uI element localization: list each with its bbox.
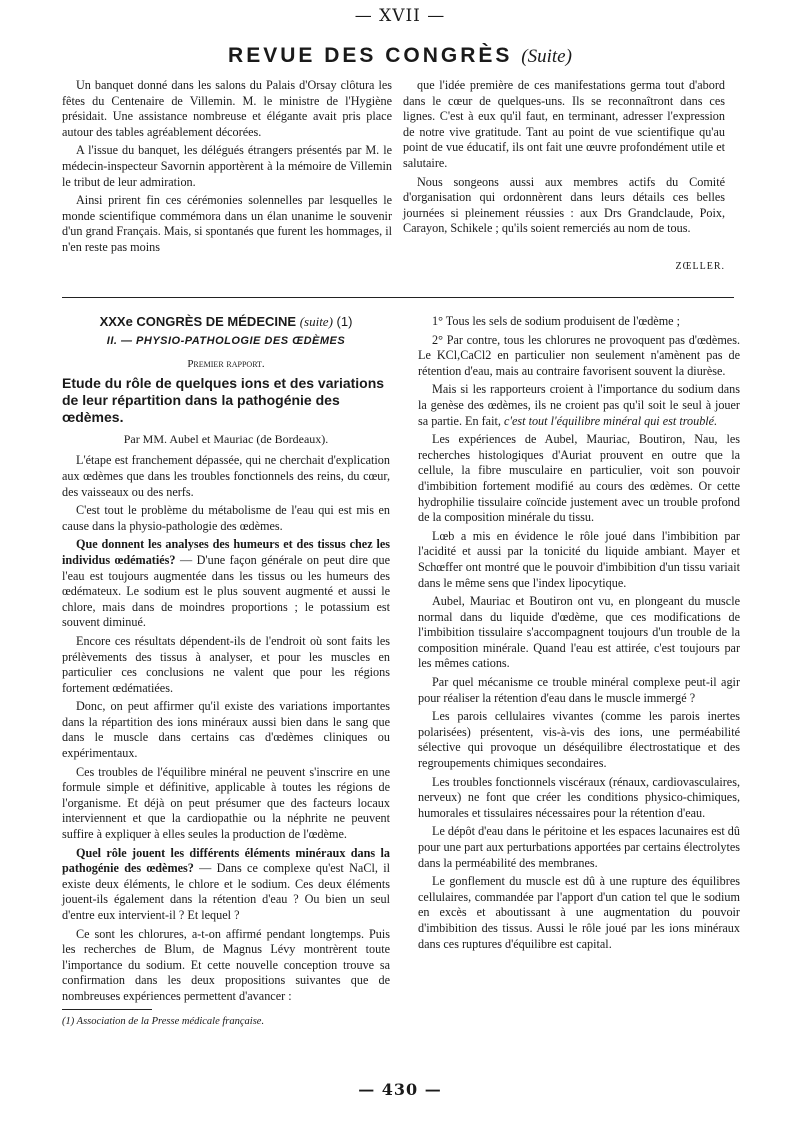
- header-suite: (Suite): [521, 46, 572, 67]
- header-title: REVUE DES CONGRÈS: [228, 44, 513, 67]
- paragraph: Le dépôt d'eau dans le péritoine et les espaces lacunaires est dû pour une part aux perturbations apportées par certains électrolytes dans la perméabilité des membranes.: [418, 824, 740, 870]
- footnote-divider: [62, 1009, 152, 1010]
- paragraph: Nous songeons aussi aux membres actifs du Comité d'organisation qui ordonnèrent dans leurs détails ces belles journées si pleinement réussies : aux Drs Grandclaude, Poix, Carayon, Schikele ; qu'ils soient remerciés au nom de tous.: [403, 174, 725, 236]
- session-subtitle: II. — PHYSIO-PATHOLOGIE DES ŒDÈMES: [106, 334, 346, 347]
- top-right-column: [403, 78, 725, 275]
- roman-page-number: — XVII —: [354, 6, 446, 26]
- footnote: (1) Association de la Presse médicale française.: [62, 1015, 265, 1027]
- lower-left-column: [62, 314, 390, 1032]
- author-signature: ZŒLLER.: [675, 260, 725, 272]
- paragraph: C'est tout le problème du métabolisme de l'eau qui est mis en cause dans la physio-pathologie des œdèmes.: [62, 503, 390, 533]
- paragraph: que l'idée première de ces manifestations germa tout d'abord dans le cœur de quelques-uns. Ils se reconnaîtront dans ces lignes. C'est à eux qu'il faut, en terminant, adresser l'expression de notre vive gratitude. Tant au point de vue scientifique qu'au point de vue éducatif, ils ont fait une œuvre profondément utile et salutaire.: [403, 78, 725, 170]
- paragraph: A l'issue du banquet, les délégués étrangers présentés par M. le médecin-inspecteur Savornin apportèrent à la mémoire de Villemin le tribut de leur admiration.: [62, 143, 392, 189]
- paragraph: Donc, on peut affirmer qu'il existe des variations importantes dans la répartition des ions minéraux aussi bien dans le sang que dans le muscle dans certains cas d'œdèmes cliniques ou expérimentaux.: [62, 699, 390, 761]
- paragraph: Ainsi prirent fin ces cérémonies solennelles par lesquelles le monde scientifique commémora dans un élan unanime le souvenir d'un grand Français. Mais, si spontanés que furent les hommages, il n'en reste pas moins: [62, 193, 392, 254]
- footnote-ref: (1): [336, 314, 353, 329]
- report-label: Premier rapport.: [187, 358, 265, 371]
- paragraph: L'étape est franchement dépassée, qui ne cherchait d'explication aux œdèmes que dans les troubles fonctionnels des reins, du cœur, des vaisseaux ou des nerfs.: [62, 453, 390, 499]
- page-number: — 430 —: [358, 1080, 442, 1099]
- paragraph: 2° Par contre, tous les chlorures ne provoquent pas d'œdèmes. Le KCl,CaCl2 en particulier non seulement n'amènent pas de rétention d'eau, mais au contraire favorisent souvent la diurèse.: [418, 332, 740, 378]
- paragraph: Un banquet donné dans les salons du Palais d'Orsay clôtura les fêtes du Centenaire de Villemin. M. le ministre de l'Hygiène présidait. Une assistance nombreuse et élégante avait pris place autour des tables agréablement décorées.: [62, 78, 392, 139]
- horizontal-divider: [62, 297, 734, 298]
- congress-title: XXXe CONGRÈS DE MÉDECINE (suite) (1): [99, 314, 353, 329]
- paragraph: Les expériences de Aubel, Mauriac, Boutiron, Nau, les recherches histologiques d'Auriat prouvent en outre que la cellule, la fibre musculaire en particulier, voit son pouvoir d'imbibition fortement modifié au cours des œdèmes. Or cette hydrophilie tissulaire coïncide justement avec un trouble profond de la composition minérale du tissu.: [418, 432, 740, 525]
- top-left-column: [62, 78, 392, 259]
- paragraph: Quel rôle jouent les différents éléments minéraux dans la pathogénie des œdèmes? — Dans ce complexe qu'est NaCl, il existe deux éléments, le chlore et le sodium. Ces deux éléments jouent-ils également dans la rétention d'eau ? Ou bien un seul d'entre eux intervient-il ? Et lequel ?: [62, 845, 390, 922]
- paragraph: Aubel, Mauriac et Boutiron ont vu, en plongeant du muscle normal dans du liquide d'œdème, que ces modifications de l'imbibition tissulaire s'accompagnent toujours d'un trouble de la composition minérale. Quand l'eau est attirée, c'est toujours par les mêmes cations.: [418, 594, 740, 671]
- study-title: Etude du rôle de quelques ions et des variations de leur répartition dans la pathogénie des œdèmes.: [62, 374, 385, 425]
- paragraph: Les troubles fonctionnels viscéraux (rénaux, cardiovasculaires, nerveux) ne font que créer les conditions physico-chimiques, humorales et tissulaires nécessaires pour la rétention d'eau.: [418, 774, 740, 820]
- paragraph: Le gonflement du muscle est dû à une rupture des équilibres cellulaires, commandée par l'apport d'un cation tel que le sodium en excès et aboutissant à une augmentation du pouvoir d'imbibition des tissus. Aussi le rôle joué par les ions minéraux dans ces ruptures d'équilibre est capital.: [418, 874, 740, 951]
- authors-line: Par MM. Aubel et Mauriac (de Bordeaux).: [123, 431, 329, 446]
- paragraph: Ce sont les chlorures, a-t-on affirmé pendant longtemps. Puis les recherches de Blum, de Magnus Lévy montrèrent toute l'importance du sodium. Et cette nouvelle conception trouve sa confirmation dans les deux propositions suivantes que de nombreuses expériences permettent d'avancer :: [62, 926, 390, 1003]
- paragraph: Que donnent les analyses des humeurs et des tissus chez les individus œdématiés? — D'une façon générale on peut dire que l'eau est toujours augmentée dans les tissus ou les humeurs des œdémateux. Le sodium est le plus souvent augmenté et aussi le chlore, mais dans de moindres proportions ; le potassium est souvent diminué.: [62, 537, 390, 630]
- paragraph: 1° Tous les sels de sodium produisent de l'œdème ;: [432, 314, 681, 328]
- paragraph: Encore ces résultats dépendent-ils de l'endroit où sont faits les prélèvements des tissus à analyser, et pour les muscles en particulier ces conclusions ne valent que pour les régions fortement œdématiées.: [62, 633, 390, 695]
- paragraph: Mais si les rapporteurs croient à l'importance du sodium dans la genèse des œdèmes, ils ne croient pas qu'il soit le seul à jouer sa partie. En fait, c'est tout l'équilibre minéral qui est troublé.: [418, 382, 740, 428]
- paragraph: Les parois cellulaires vivantes (comme les parois inertes polarisées) présentent, vis-à-vis des ions, une perméabilité sélective qui provoque un déséquilibre électrostatique et des regroupements chimiques secondaires.: [418, 709, 740, 771]
- paragraph: Lœb a mis en évidence le rôle joué dans l'imbibition par l'acidité et aussi par la tonicité du liquide ambiant. Mayer et Schœffer ont montré que le pouvoir d'imbibition d'un tissu variait dans le même sens que l'index lipocytique.: [418, 528, 740, 590]
- paragraph: Ces troubles de l'équilibre minéral ne peuvent s'inscrire en une formule simple et définitive, applicable à toutes les régions de l'organisme. Et déjà on peut présumer que des facteurs locaux interviennent et que la cardiopathie ou la néphrite ne peuvent suffire à expliquer à elles seules la production de l'œdème.: [62, 764, 390, 842]
- paragraph: Par quel mécanisme ce trouble minéral complexe peut-il agir pour réaliser la rétention d'eau dans le muscle immergé ?: [418, 675, 740, 705]
- lower-right-column: [418, 314, 740, 955]
- section-header: [0, 44, 800, 68]
